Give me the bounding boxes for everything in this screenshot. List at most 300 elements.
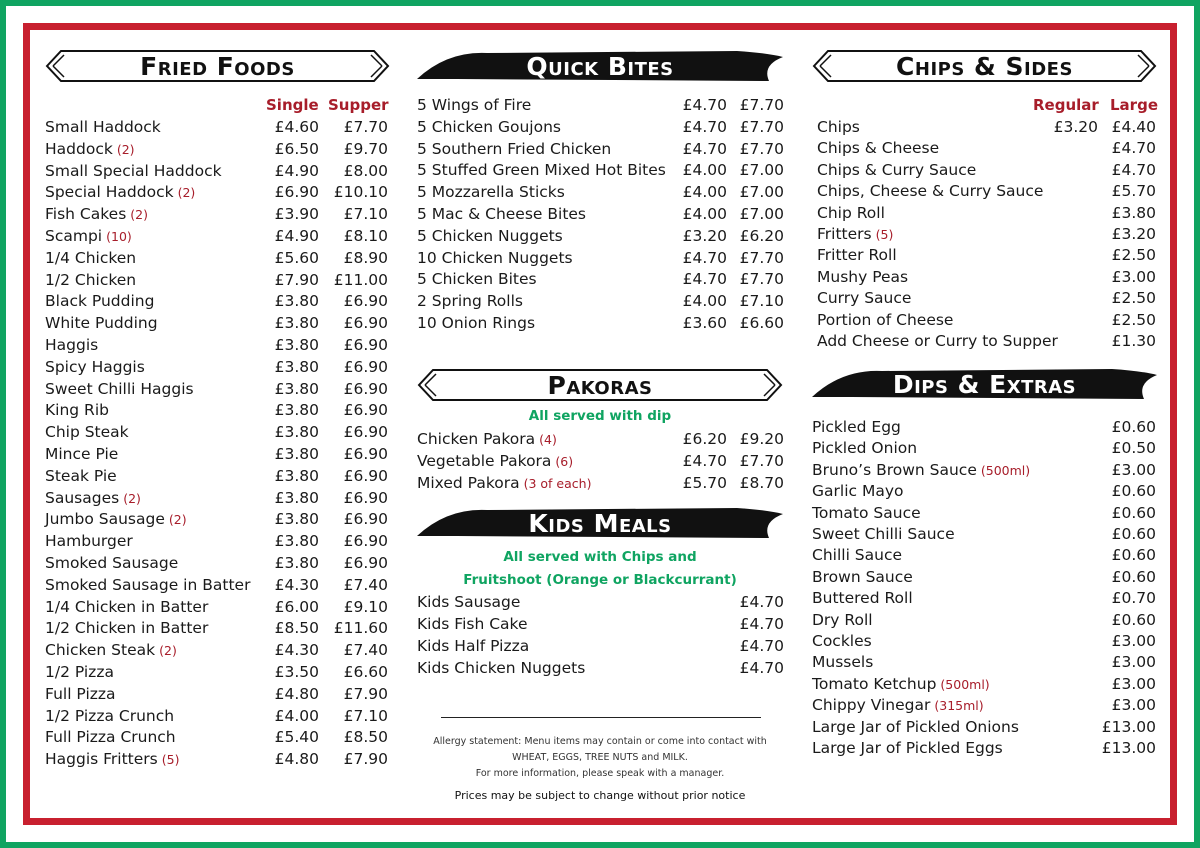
item-quantity: (3 of each) (523, 476, 592, 491)
item-price-large: £1.30 (1111, 332, 1156, 350)
pakoras-title: Pakoras (547, 370, 653, 400)
item-name-text: 5 Chicken Goujons (417, 117, 561, 136)
item-name-text: Pickled Onion (812, 439, 918, 458)
menu-item (45, 356, 388, 378)
item-price-small: £3.80 (274, 488, 319, 507)
menu-item (45, 443, 388, 465)
item-price-large: £0.70 (1111, 589, 1156, 608)
menu-item (817, 202, 1156, 224)
menu-item (812, 630, 1156, 652)
menu-item (417, 159, 784, 181)
menu-item (812, 737, 1156, 759)
item-name (45, 160, 226, 183)
item-name-text: Haggis (45, 336, 99, 354)
item-name-text: Sweet Chilli Sauce (812, 525, 955, 543)
item-name-text: Dry Roll (812, 610, 873, 629)
item-name (45, 225, 132, 248)
item-price-large: £6.90 (343, 336, 388, 354)
item-price-large: £0.60 (1111, 610, 1156, 629)
item-name-text: 1/2 Chicken in Batter (45, 619, 209, 638)
item-price-large: £13.00 (1101, 739, 1156, 757)
item-quantity: (2) (168, 512, 187, 528)
item-name-text: 1/4 Chicken (45, 248, 137, 267)
menu-item (45, 617, 388, 639)
item-name-text: Kids Chicken Nuggets (417, 659, 586, 677)
item-name (417, 181, 569, 204)
item-price-large: £8.70 (739, 474, 784, 492)
item-price-small: £3.80 (274, 292, 319, 311)
menu-item (45, 181, 388, 203)
item-price-small: £4.70 (682, 139, 727, 158)
menu-item (812, 437, 1156, 459)
item-name-text: Brown Sauce (812, 567, 913, 586)
item-price-small: £5.70 (682, 474, 727, 492)
item-price-large: £6.90 (343, 554, 388, 572)
item-name (45, 378, 198, 401)
item-price-small: £3.80 (274, 423, 319, 442)
item-name (45, 247, 140, 270)
item-name (45, 443, 122, 466)
item-name-text: Chips & Curry Sauce (817, 160, 977, 179)
menu-item (417, 203, 784, 225)
item-price-large: £6.90 (343, 466, 388, 485)
item-name-text: Smoked Sausage (45, 554, 179, 572)
item-quantity: (4) (539, 432, 557, 447)
item-price-small: £3.80 (274, 401, 319, 420)
item-quantity: (315ml) (934, 698, 984, 714)
item-name (417, 635, 533, 658)
item-name-text: Large Jar of Pickled Onions (812, 717, 1019, 736)
item-price-large: £4.70 (1111, 139, 1156, 158)
item-price-large: £6.90 (343, 292, 388, 311)
item-name-text: Chips, Cheese & Curry Sauce (817, 182, 1044, 201)
fried-header-single: Single (266, 96, 319, 114)
item-name-text: Scampi (45, 227, 103, 245)
item-price-large: £6.20 (739, 226, 784, 245)
item-name (417, 203, 590, 226)
item-name-text: 5 Chicken Bites (417, 270, 537, 289)
menu-item (45, 552, 388, 574)
item-price-small: £4.00 (682, 183, 727, 202)
menu-item (45, 138, 388, 160)
item-name-text: Jumbo Sausage (45, 510, 165, 529)
item-name (417, 591, 524, 614)
item-name (817, 137, 943, 160)
menu-item (45, 378, 388, 400)
menu-item (45, 508, 388, 530)
item-name-text: White Pudding (45, 314, 158, 333)
item-name (817, 244, 901, 267)
item-name-text: Mince Pie (45, 445, 119, 463)
menu-item (45, 312, 388, 334)
item-price-small: £6.90 (274, 183, 319, 202)
fried-foods-banner (45, 49, 390, 83)
item-name (417, 290, 527, 313)
item-price-large: £4.70 (739, 637, 784, 655)
item-price-large: £7.90 (343, 684, 388, 703)
menu-item (45, 639, 388, 661)
menu-item (817, 137, 1156, 159)
item-price-large: £9.10 (343, 597, 388, 616)
item-price-small: £3.20 (1053, 118, 1098, 136)
item-name (812, 480, 907, 503)
item-name-text: 10 Onion Rings (417, 314, 536, 332)
item-price-small: £6.00 (274, 597, 319, 616)
item-name (45, 334, 102, 357)
item-name (417, 450, 573, 473)
item-price-small: £4.80 (274, 750, 319, 769)
item-name (812, 673, 990, 696)
item-price-small: £4.90 (274, 227, 319, 245)
item-name (45, 399, 113, 422)
item-price-large: £3.00 (1111, 632, 1156, 650)
item-name (817, 223, 893, 246)
menu-item (812, 651, 1156, 673)
item-name (417, 225, 567, 248)
item-name (812, 523, 959, 546)
item-quantity: (6) (555, 454, 574, 469)
menu-item (812, 609, 1156, 631)
item-price-large: £4.70 (739, 615, 784, 633)
menu-item (45, 726, 388, 748)
item-name-text: Kids Sausage (417, 593, 521, 611)
pakoras-note: All served with dip (528, 408, 672, 424)
menu-item (812, 673, 1156, 695)
item-price-large: £0.50 (1111, 439, 1156, 458)
item-name-text: Mixed Pakora (417, 474, 520, 492)
item-price-small: £3.20 (682, 226, 727, 245)
item-name-text: Sweet Chilli Haggis (45, 379, 194, 398)
item-price-small: £4.70 (682, 452, 727, 470)
item-price-small: £3.80 (274, 314, 319, 333)
menu-item (812, 694, 1156, 716)
item-name-text: Add Cheese or Curry to Supper (817, 332, 1058, 350)
item-name (812, 694, 984, 717)
menu-item (417, 428, 784, 450)
item-name (45, 748, 179, 771)
pakoras-banner (417, 368, 783, 402)
item-price-large: £7.70 (739, 452, 784, 470)
item-name-text: Chips (817, 118, 860, 136)
item-name-text: Large Jar of Pickled Eggs (812, 739, 1003, 757)
chips-header-regular: Regular (1033, 96, 1099, 114)
item-name-text: Mussels (812, 653, 874, 672)
item-name (417, 116, 565, 139)
menu-item (417, 312, 784, 334)
item-name (45, 356, 149, 379)
item-price-large: £4.70 (739, 593, 784, 611)
item-price-small: £4.70 (682, 96, 727, 114)
allergy-line-2: WHEAT, EGGS, TREE NUTS and MILK. (512, 752, 688, 763)
kids-meals-banner (417, 506, 783, 540)
item-name-text: Tomato Ketchup (812, 674, 937, 693)
menu-item (812, 716, 1156, 738)
item-name-text: Chilli Sauce (812, 546, 903, 565)
menu-item (817, 309, 1156, 331)
dips-extras-title: Dips & Extras (892, 369, 1077, 399)
item-name-text: Special Haddock (45, 183, 174, 202)
item-name-text: Haddock (45, 139, 113, 158)
item-quantity: (500ml) (980, 462, 1031, 478)
item-price-large: £7.70 (739, 139, 784, 158)
item-price-large: £7.10 (343, 706, 388, 725)
item-price-large: £10.10 (333, 183, 388, 202)
footer-divider (441, 717, 761, 718)
item-quantity: (5) (161, 752, 180, 768)
item-name-text: Full Pizza (45, 684, 116, 703)
item-name-text: 5 Chicken Nuggets (417, 226, 563, 245)
item-price-large: £9.20 (739, 430, 784, 448)
item-name-text: Kids Fish Cake (417, 615, 528, 633)
menu-item (417, 290, 784, 312)
item-name (45, 705, 178, 728)
item-name-text: 5 Wings of Fire (417, 96, 532, 114)
item-price-large: £7.40 (343, 575, 388, 594)
item-price-small: £3.80 (274, 532, 319, 551)
menu-item (417, 247, 784, 269)
item-name-text: Chicken Pakora (417, 430, 536, 448)
item-price-small: £8.50 (274, 619, 319, 638)
item-quantity: (10) (106, 229, 132, 244)
menu-item (45, 160, 388, 182)
menu-item (45, 487, 388, 509)
item-price-small: £4.00 (682, 292, 727, 311)
item-price-small: £6.20 (682, 430, 727, 448)
item-price-large: £7.00 (739, 205, 784, 223)
item-price-large: £0.60 (1111, 546, 1156, 565)
item-name (812, 437, 921, 460)
item-price-large: £0.60 (1111, 503, 1156, 522)
item-name (45, 661, 118, 684)
item-quantity: (500ml) (940, 676, 990, 692)
item-price-small: £4.70 (682, 117, 727, 136)
menu-item (812, 416, 1156, 438)
item-name (817, 116, 864, 139)
item-price-large: £7.70 (343, 118, 388, 136)
quick-bites-banner (417, 49, 783, 83)
item-name (45, 726, 180, 749)
menu-item (817, 116, 1156, 138)
item-name (45, 421, 133, 444)
item-name-text: Garlic Mayo (812, 482, 904, 501)
item-price-large: £7.10 (739, 292, 784, 311)
item-name-text: Chip Roll (817, 203, 885, 222)
item-name (812, 716, 1023, 739)
item-name-text: Haggis Fritters (45, 750, 158, 769)
quick-bites-title: Quick Bites (526, 51, 674, 81)
chips-sides-title: Chips & Sides (896, 51, 1073, 81)
item-price-large: £4.70 (1111, 160, 1156, 179)
menu-item (417, 268, 784, 290)
item-name-text: Portion of Cheese (817, 310, 954, 329)
item-price-large: £6.90 (343, 401, 388, 420)
chips-sides-banner (812, 49, 1157, 83)
item-name (45, 617, 212, 640)
menu-item (45, 116, 388, 138)
item-price-large: £4.40 (1111, 118, 1156, 136)
item-price-small: £4.60 (274, 118, 319, 136)
item-name-text: 5 Mac & Cheese Bites (417, 205, 587, 223)
menu-item (817, 159, 1156, 181)
menu-item (817, 330, 1156, 352)
item-price-large: £7.00 (739, 183, 784, 202)
item-price-large: £3.20 (1111, 225, 1156, 243)
item-name (45, 552, 182, 575)
item-price-large: £8.90 (343, 248, 388, 267)
menu-item (45, 225, 388, 247)
item-price-large: £11.60 (333, 619, 388, 638)
item-name-text: 10 Chicken Nuggets (417, 248, 573, 267)
menu-item (417, 472, 784, 494)
item-name (817, 180, 1047, 203)
item-price-large: £13.00 (1101, 717, 1156, 736)
item-price-small: £3.80 (274, 510, 319, 529)
item-price-small: £3.80 (274, 466, 319, 485)
item-name-text: Full Pizza Crunch (45, 728, 176, 747)
menu-item (45, 530, 388, 552)
item-price-large: £6.90 (343, 357, 388, 376)
menu-item (45, 269, 388, 291)
item-price-large: £6.90 (343, 379, 388, 398)
menu-item (417, 613, 784, 635)
menu-item (417, 450, 784, 472)
item-price-large: £3.00 (1111, 460, 1156, 479)
item-quantity: (2) (116, 141, 135, 157)
item-name-text: Sausages (45, 488, 120, 507)
item-name (45, 487, 141, 510)
item-price-large: £5.70 (1111, 182, 1156, 201)
item-name-text: 1/2 Pizza Crunch (45, 706, 175, 725)
item-name-text: Cockles (812, 632, 872, 650)
menu-item (812, 459, 1156, 481)
item-price-large: £6.90 (343, 488, 388, 507)
item-price-small: £6.50 (274, 139, 319, 158)
item-name (45, 290, 158, 313)
item-price-large: £7.70 (739, 248, 784, 267)
item-price-large: £7.70 (739, 270, 784, 289)
dips-extras-banner (812, 367, 1157, 401)
item-name-text: Mushy Peas (817, 267, 909, 286)
item-price-large: £2.50 (1111, 246, 1156, 265)
item-name (812, 630, 876, 653)
item-name-text: Bruno’s Brown Sauce (812, 460, 977, 479)
fried-foods-title: Fried Foods (140, 51, 295, 81)
item-name-text: Kids Half Pizza (417, 637, 530, 655)
menu-item (45, 290, 388, 312)
item-name (45, 683, 120, 706)
item-price-small: £4.80 (274, 684, 319, 703)
menu-item (417, 181, 784, 203)
menu-item (812, 566, 1156, 588)
item-name (417, 428, 557, 451)
item-name-text: Vegetable Pakora (417, 452, 552, 470)
kids-meals-title: Kids Meals (528, 508, 672, 538)
item-name (45, 465, 121, 488)
item-price-large: £6.90 (343, 532, 388, 551)
item-name (812, 587, 917, 610)
menu-item (45, 705, 388, 727)
kids-note-line1: All served with Chips and (503, 549, 697, 565)
item-name-text: Smoked Sausage in Batter (45, 575, 251, 594)
item-name (45, 116, 165, 139)
item-name-text: 1/2 Pizza (45, 663, 114, 681)
item-name-text: Pickled Egg (812, 418, 901, 436)
item-name-text: Chicken Steak (45, 641, 156, 660)
item-price-small: £4.90 (274, 161, 319, 180)
menu-item (812, 523, 1156, 545)
item-price-large: £6.90 (343, 314, 388, 333)
item-name (817, 330, 1062, 353)
fried-header-supper: Supper (328, 96, 389, 114)
item-name-text: 5 Mozzarella Sticks (417, 183, 565, 202)
item-price-small: £3.80 (274, 379, 319, 398)
item-name-text: Chippy Vinegar (812, 696, 931, 715)
item-name (45, 181, 195, 204)
item-price-large: £6.90 (343, 423, 388, 442)
item-quantity: (2) (177, 185, 196, 201)
item-price-large: £7.10 (343, 205, 388, 224)
item-price-large: £2.50 (1111, 289, 1156, 308)
item-price-large: £0.60 (1111, 567, 1156, 586)
allergy-line-3: For more information, please speak with a manager. (475, 768, 725, 779)
menu-item (417, 591, 784, 613)
menu-item (45, 574, 388, 596)
item-price-large: £4.70 (739, 659, 784, 677)
item-name-text: 1/2 Chicken (45, 270, 137, 289)
item-price-large: £3.00 (1111, 696, 1156, 715)
item-price-small: £3.80 (274, 336, 319, 354)
menu-item (45, 465, 388, 487)
menu-item (817, 180, 1156, 202)
item-name (812, 544, 906, 567)
item-price-large: £8.10 (343, 227, 388, 245)
item-price-small: £3.80 (274, 445, 319, 463)
menu-item (812, 480, 1156, 502)
item-price-small: £4.30 (274, 575, 319, 594)
item-price-small: £7.90 (274, 270, 319, 289)
item-quantity: (2) (123, 490, 141, 506)
item-name (45, 639, 177, 662)
menu-item (812, 587, 1156, 609)
item-name (45, 530, 137, 553)
menu-item (417, 94, 784, 116)
item-price-large: £3.00 (1111, 267, 1156, 286)
item-name-text: 5 Stuffed Green Mixed Hot Bites (417, 161, 666, 180)
kids-note-line2: Fruitshoot (Orange or Blackcurrant) (463, 572, 737, 588)
menu-item (812, 502, 1156, 524)
allergy-line-1: Allergy statement: Menu items may contain or come into contact with (433, 736, 767, 747)
item-price-small: £5.40 (274, 728, 319, 747)
menu-item (817, 266, 1156, 288)
menu-item (45, 421, 388, 443)
item-name-text: Small Special Haddock (45, 161, 222, 180)
item-name (812, 459, 1030, 482)
item-name-text: 1/4 Chicken in Batter (45, 597, 209, 616)
item-name-text: 5 Southern Fried Chicken (417, 139, 612, 158)
item-name-text: Black Pudding (45, 292, 155, 311)
item-price-large: £6.60 (343, 663, 388, 681)
item-name (417, 613, 532, 636)
menu-item (45, 334, 388, 356)
item-price-small: £4.00 (274, 706, 319, 725)
item-name (817, 202, 889, 225)
item-price-large: £7.70 (739, 117, 784, 136)
item-quantity: (2) (159, 643, 177, 659)
item-price-large: £7.90 (343, 750, 388, 769)
item-name-text: Curry Sauce (817, 289, 912, 308)
item-name (417, 159, 670, 182)
item-price-large: £3.00 (1111, 653, 1156, 672)
